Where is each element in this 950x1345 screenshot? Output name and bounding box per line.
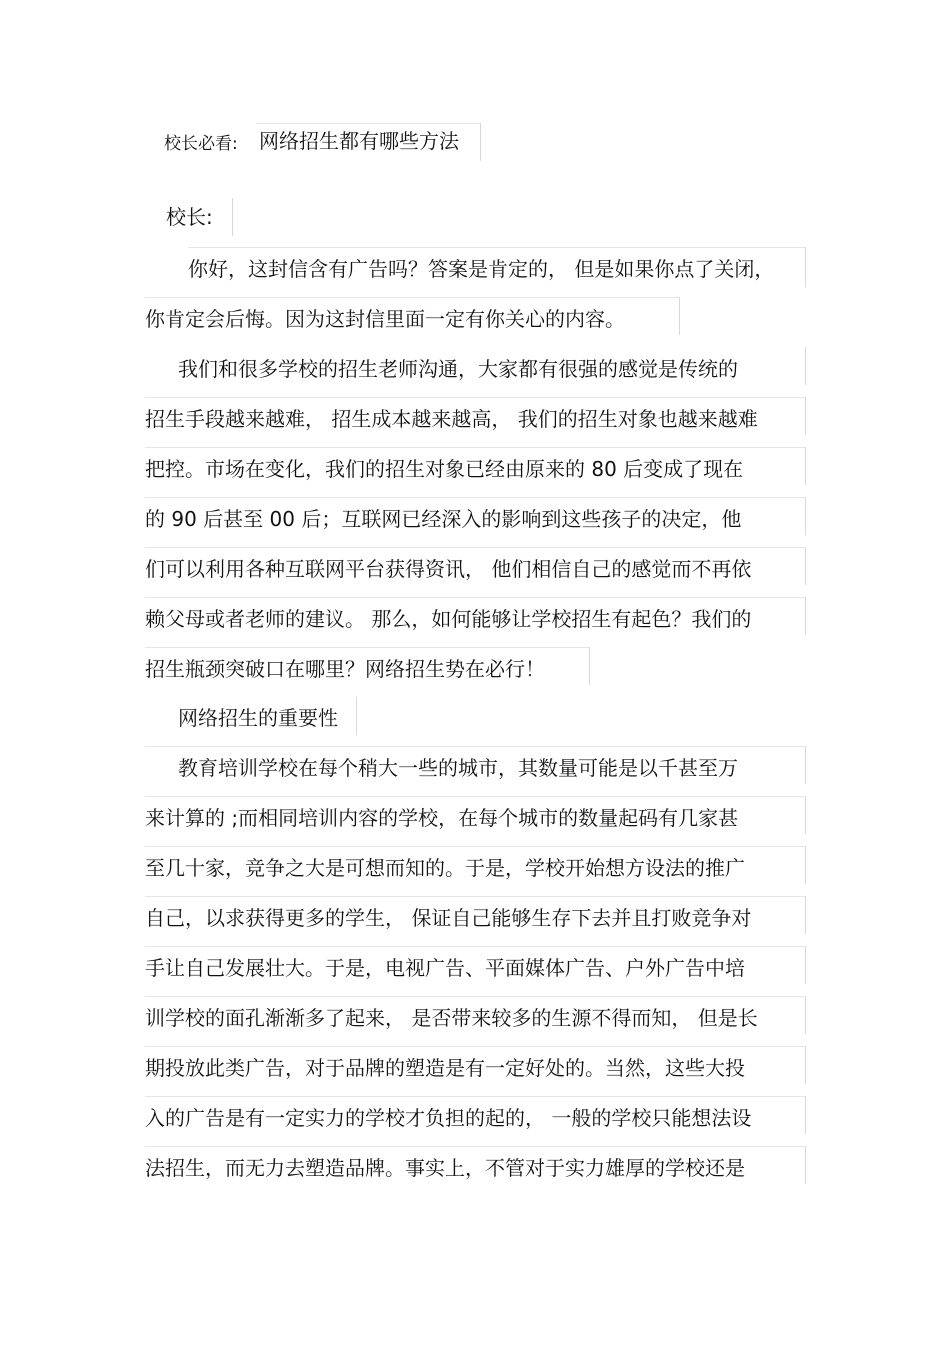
divider [805,946,806,984]
divider [145,397,805,398]
divider [589,647,590,685]
divider [145,597,805,598]
body-line: 至几十家，竞争之大是可想而知的。于是，学校开始想方设法的推广 [145,856,745,880]
body-line: 你好，这封信含有广告吗？答案是肯定的， 但是如果你点了关闭， [188,257,775,281]
divider [480,123,481,161]
divider [145,896,805,897]
divider [805,447,806,485]
divider [145,547,805,548]
body-line: 手让自己发展壮大。于是，电视广告、平面媒体广告、户外广告中培 [145,956,745,980]
body-line: 的 90 后甚至 00 后；互联网已经深入的影响到这些孩子的决定，他 [145,507,742,531]
body-line: 期投放此类广告，对于品牌的塑造是有一定好处的。当然，这些大投 [145,1056,745,1080]
body-line: 招生瓶颈突破口在哪里？网络招生势在必行！ [145,657,545,681]
divider [145,746,805,747]
divider [679,297,680,335]
body-line: 们可以利用各种互联网平台获得资讯， 他们相信自己的感觉而不再依 [145,557,752,581]
divider [145,996,805,997]
divider [145,647,589,648]
divider [145,1096,805,1097]
body-line: 训学校的面孔渐渐多了起来， 是否带来较多的生源不得而知， 但是长 [145,1006,758,1030]
divider [805,1046,806,1084]
divider [805,547,806,585]
divider [805,597,806,635]
body-line: 招生手段越来越难， 招生成本越来越高， 我们的招生对象也越来越难 [145,407,758,431]
body-line: 我们和很多学校的招生老师沟通，大家都有很强的感觉是传统的 [178,357,738,381]
body-line: 你肯定会后悔。因为这封信里面一定有你关心的内容。 [145,307,625,331]
divider [356,697,357,735]
title-prefix: 校长必看: [164,134,238,154]
divider [145,497,805,498]
divider [805,896,806,934]
divider [145,846,805,847]
body-line: 入的广告是有一定实力的学校才负担的起的， 一般的学校只能想法设 [145,1106,752,1130]
divider [805,347,806,385]
body-line: 教育培训学校在每个稍大一些的城市，其数量可能是以千甚至万 [178,756,738,780]
divider [145,1146,805,1147]
body-line: 来计算的 ;而相同培训内容的学校，在每个城市的数量起码有几家甚 [145,806,739,830]
divider [805,247,806,287]
divider [232,198,233,236]
divider [805,1146,806,1184]
divider [805,397,806,435]
document-title: 网络招生都有哪些方法 [259,129,459,153]
divider [145,946,805,947]
divider [805,796,806,834]
divider [805,996,806,1034]
divider [188,247,805,248]
body-line: 把控。市场在变化，我们的招生对象已经由原来的 80 后变成了现在 [145,457,744,481]
divider [805,846,806,884]
divider [145,447,805,448]
divider [805,746,806,784]
body-line: 赖父母或者老师的建议。 那么，如何能够让学校招生有起色？我们的 [145,607,752,631]
body-line: 法招生，而无力去塑造品牌。事实上，不管对于实力雄厚的学校还是 [145,1156,745,1180]
section-heading: 网络招生的重要性 [178,706,338,730]
salutation: 校长: [166,205,213,229]
divider [145,297,679,298]
divider [805,1096,806,1134]
divider [145,796,805,797]
divider [256,123,480,124]
divider [145,1046,805,1047]
body-line: 自己，以求获得更多的学生， 保证自己能够生存下去并且打败竞争对 [145,906,752,930]
divider [805,497,806,535]
